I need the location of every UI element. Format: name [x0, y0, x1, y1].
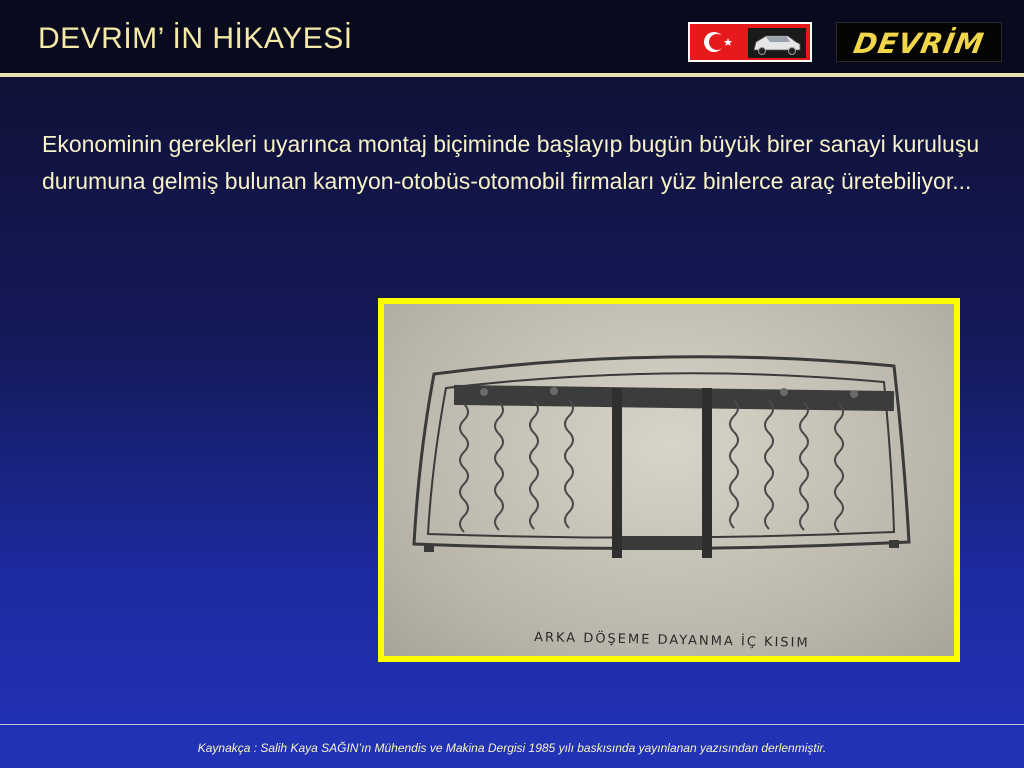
- flag-car-badge: [688, 22, 812, 62]
- seat-frame-photo: [384, 304, 954, 656]
- devrim-logo: [836, 22, 1002, 62]
- photo-caption: ARKA DÖŞEME DAYANMA İÇ KISIM: [533, 630, 810, 651]
- car-icon: [748, 28, 806, 58]
- turkish-flag-icon: [704, 32, 732, 52]
- page-title: DEVRİM’ İN HİKAYESİ: [38, 22, 353, 55]
- header-divider: [0, 73, 1024, 77]
- source-note: Kaynakça : Salih Kaya SAĞIN’ın Mühendis ve Makina Dergisi 1985 yılı baskısında yayınlanan yazısından derlenmiştir.: [197, 741, 827, 755]
- footer-divider: [0, 724, 1024, 725]
- main-paragraph: Ekonominin gerekleri uyarınca montaj biçiminde başlayıp bugün büyük birer sanayi kuruluşu durumuna gelmiş bulunan kamyon-otobüs-otomobil firmaları yüz binlerce araç üretebiliyor...: [42, 131, 980, 194]
- photo-frame: [378, 298, 960, 662]
- logo-text: DEVRİM: [851, 27, 987, 60]
